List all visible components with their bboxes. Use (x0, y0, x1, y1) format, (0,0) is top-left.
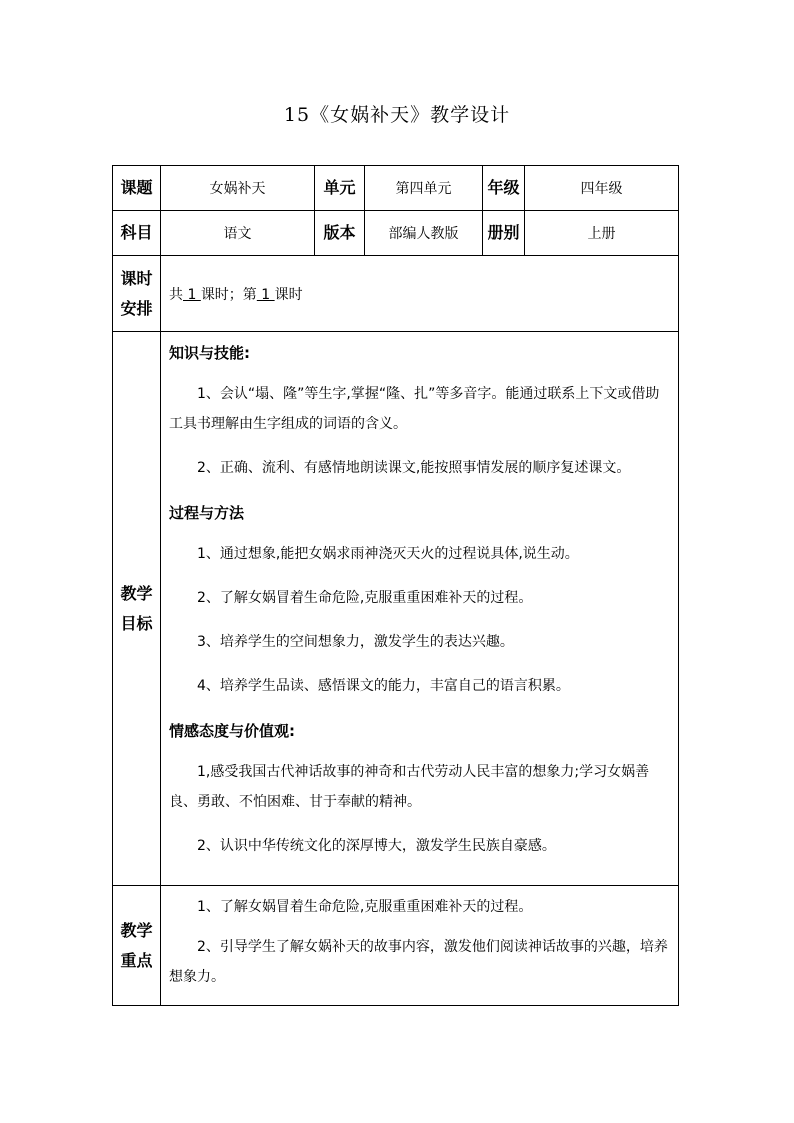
subject-value: 语文 (161, 211, 315, 256)
topic-label: 课题 (113, 166, 161, 211)
schedule-current: 1 (256, 286, 275, 303)
key-points-label (113, 886, 161, 1006)
unit-label: 单元 (315, 166, 365, 211)
schedule-suffix: 课时 (274, 286, 303, 303)
process-item: 3、培养学生的空间想象力，激发学生的表达兴趣。 (197, 634, 514, 650)
knowledge-heading: 知识与技能: (169, 344, 250, 362)
process-item: 4、培养学生品读、感悟课文的能力，丰富自己的语言积累。 (197, 678, 570, 694)
key-points-row (113, 886, 679, 1006)
process-heading: 过程与方法 (169, 504, 245, 522)
knowledge-item: 1、会认“塌、隆”等生字,掌握“隆、扎”等多音字。能通过联系上下文或借助工具书理解由生字组成的词语的含义。 (169, 386, 660, 432)
edition-value: 部编人教版 (365, 211, 483, 256)
edition-label: 版本 (315, 211, 365, 256)
grade-label: 年级 (483, 166, 525, 211)
topic-value: 女娲补天 (161, 166, 315, 211)
emotion-heading: 情感态度与价值观: (169, 722, 295, 740)
schedule-total: 1 (183, 286, 201, 303)
knowledge-item: 2、正确、流利、有感情地朗读课文,能按照事情发展的顺序复述课文。 (197, 460, 631, 476)
key-point-item: 1、了解女娲冒着生命危险,克服重重困难补天的过程。 (197, 899, 533, 915)
objectives-label-line1: 教学 (120, 583, 153, 603)
schedule-value (161, 256, 679, 332)
objectives-content (161, 332, 679, 886)
emotion-item: 2、认识中华传统文化的深厚博大，激发学生民族自豪感。 (197, 838, 556, 854)
schedule-label (113, 256, 161, 332)
objectives-row (113, 332, 679, 886)
grade-value: 四年级 (525, 166, 679, 211)
schedule-label-line1: 课时 (120, 268, 153, 288)
info-row-2 (113, 211, 679, 256)
objectives-label-line2: 目标 (120, 613, 153, 633)
schedule-mid: 课时；第 (200, 286, 257, 303)
schedule-label-line2: 安排 (120, 298, 153, 318)
document-title: 15《女娲补天》教学设计 (283, 104, 511, 126)
process-item: 2、了解女娲冒着生命危险,克服重重困难补天的过程。 (197, 590, 533, 606)
volume-label: 册别 (483, 211, 525, 256)
key-points-label-line1: 教学 (120, 920, 153, 940)
schedule-row (113, 256, 679, 332)
objectives-label (113, 332, 161, 886)
key-points-content (161, 886, 679, 1006)
key-points-label-line2: 重点 (120, 950, 153, 970)
lesson-plan-table (112, 165, 679, 1006)
emotion-item: 1,感受我国古代神话故事的神奇和古代劳动人民丰富的想象力;学习女娲善良、勇敢、不怕困难、甘于奉献的精神。 (169, 764, 650, 810)
unit-value: 第四单元 (365, 166, 483, 211)
volume-value: 上册 (525, 211, 679, 256)
schedule-prefix: 共 (169, 286, 183, 303)
process-item: 1、通过想象,能把女娲求雨神浇灭天火的过程说具体,说生动。 (197, 546, 579, 562)
key-point-item: 2、引导学生了解女娲补天的故事内容，激发他们阅读神话故事的兴趣，培养想象力。 (169, 939, 668, 985)
subject-label: 科目 (113, 211, 161, 256)
info-row-1 (113, 166, 679, 211)
